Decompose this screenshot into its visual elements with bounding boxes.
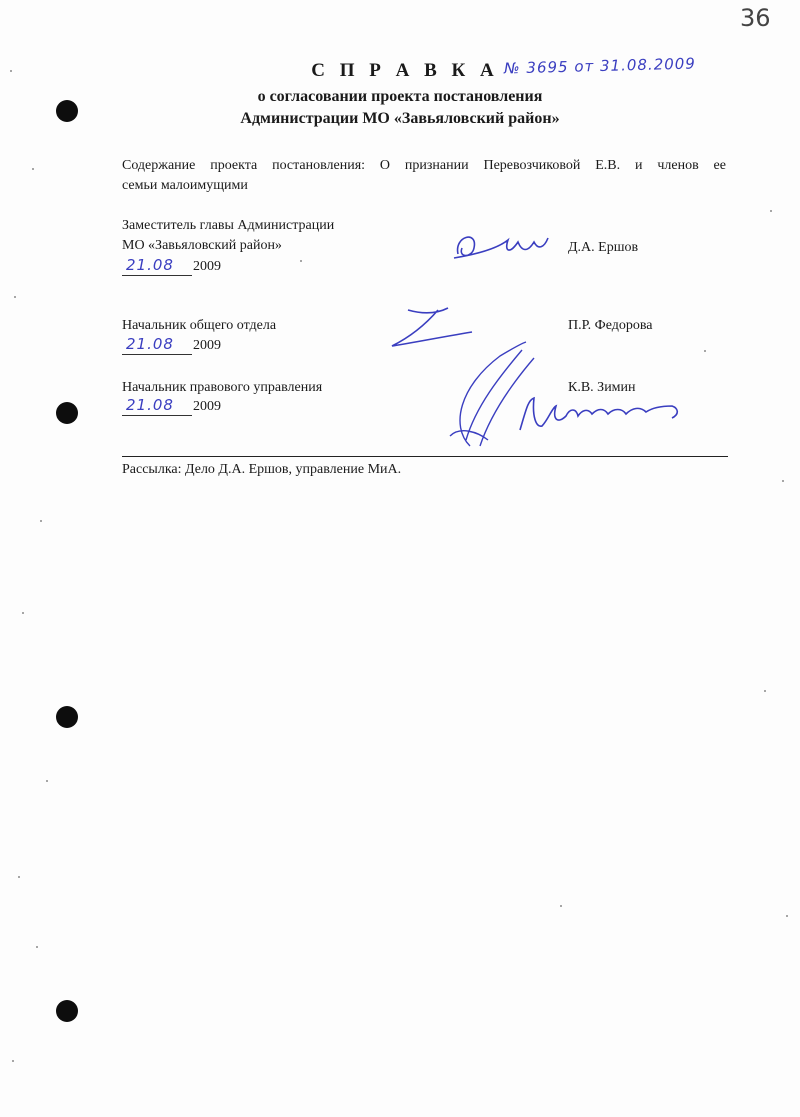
approval-2-name: П.Р. Федорова [568, 318, 653, 333]
approval-1-name: Д.А. Ершов [568, 240, 639, 255]
scan-speck [36, 946, 38, 948]
scan-speck [32, 168, 34, 170]
scan-speck [770, 210, 772, 212]
content-line-1: Содержание проекта постановления: О признании Перевозчиковой Е.В. и членов ее [122, 158, 726, 173]
approval-1-position-line-1: Заместитель главы Администрации [122, 218, 335, 233]
page-number: 36 [740, 4, 771, 32]
distribution-list: Рассылка: Дело Д.А. Ершов, управление МиА. [122, 462, 402, 477]
registration-note: № 3695 от 31.08.2009 [503, 54, 697, 78]
approval-2-date-line [122, 354, 192, 355]
approval-3-signature-extra [512, 390, 692, 440]
scan-speck [46, 780, 48, 782]
approval-1-date: 21.08 [126, 256, 174, 274]
scan-speck [14, 296, 16, 298]
scan-speck [22, 612, 24, 614]
scan-speck [18, 876, 20, 878]
punch-hole [56, 706, 78, 728]
scan-speck [704, 350, 706, 352]
approval-3-position-line-1: Начальник правового управления [122, 380, 323, 395]
approval-2-year: 2009 [193, 338, 221, 353]
scan-speck [12, 1060, 14, 1062]
punch-hole [56, 1000, 78, 1022]
document-subtitle: о согласовании проекта постановления [257, 88, 543, 105]
document-subtitle-organization: Администрации МО «Завьяловский район» [240, 110, 560, 127]
scan-speck [560, 905, 562, 907]
scan-speck [300, 260, 302, 262]
approval-3-date: 21.08 [126, 396, 174, 414]
scan-speck [764, 690, 766, 692]
approval-2-date: 21.08 [126, 335, 174, 353]
scan-speck [40, 520, 42, 522]
approval-3-date-line [122, 415, 192, 416]
approval-1-signature [448, 218, 558, 268]
content-description [122, 156, 726, 196]
scan-speck [786, 915, 788, 917]
distribution-divider [122, 456, 728, 457]
content-line-2: семьи малоимущими [122, 178, 248, 193]
approval-2-position-line-1: Начальник общего отдела [122, 318, 277, 333]
approval-1-year: 2009 [193, 259, 221, 274]
approval-1-position-line-2: МО «Завьяловский район» [122, 238, 282, 253]
approval-3-year: 2009 [193, 399, 221, 414]
document-title: С П Р А В К А [311, 60, 499, 81]
approval-1-date-line [122, 275, 192, 276]
punch-hole [56, 402, 78, 424]
scan-speck [782, 480, 784, 482]
approval-3-name: К.В. Зимин [568, 380, 636, 395]
